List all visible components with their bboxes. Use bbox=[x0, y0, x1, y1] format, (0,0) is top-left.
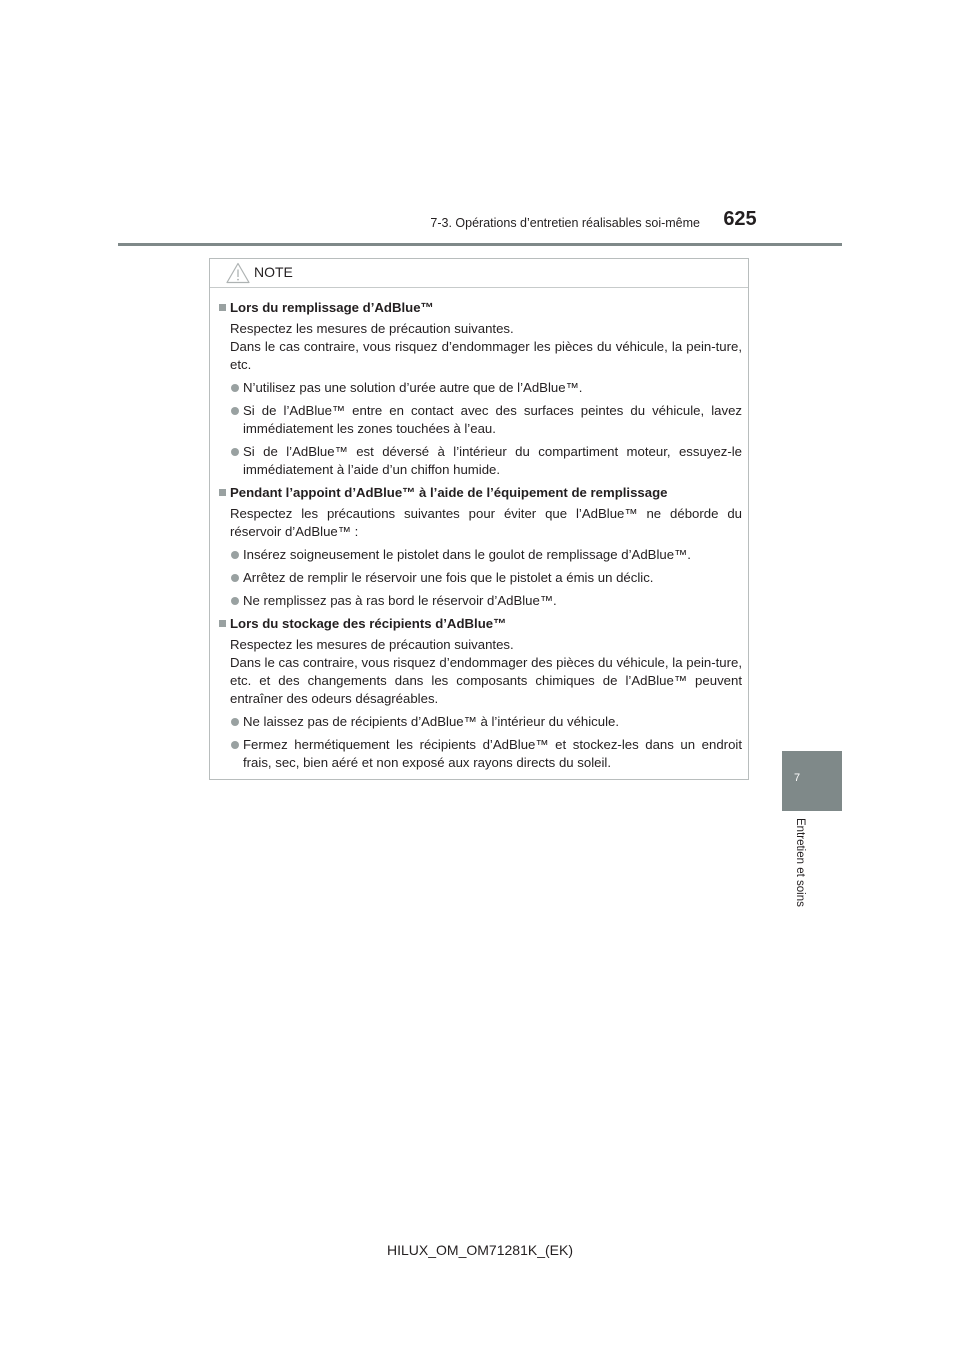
page-number: 625 bbox=[723, 208, 757, 230]
note-label: NOTE bbox=[254, 264, 293, 280]
section-header: 7-3. Opérations d’entretien réalisables soi-même bbox=[430, 216, 700, 230]
note-section bbox=[218, 299, 742, 479]
note-box bbox=[209, 258, 749, 780]
circle-bullet-icon bbox=[231, 718, 239, 726]
list-item: Ne remplissez pas à ras bord le réservoir d’AdBlue™. bbox=[218, 592, 742, 610]
section-intro: Respectez les mesures de précaution suivantes. Dans le cas contraire, vous risquez d’endommager les pièces du véhicule, la pein-ture, etc. bbox=[230, 321, 742, 372]
circle-bullet-icon bbox=[231, 574, 239, 582]
section-title: Pendant l’appoint d’AdBlue™ à l’aide de l’équipement de remplissage bbox=[218, 484, 742, 502]
section-title: Lors du stockage des récipients d’AdBlue™ bbox=[218, 615, 742, 633]
note-section bbox=[218, 615, 742, 772]
circle-bullet-icon bbox=[231, 551, 239, 559]
list-item: N’utilisez pas une solution d’urée autre que de l’AdBlue™. bbox=[218, 379, 742, 397]
circle-bullet-icon bbox=[231, 741, 239, 749]
chapter-title: Entretien et soins bbox=[794, 818, 806, 907]
section-title: Lors du remplissage d’AdBlue™ bbox=[218, 299, 742, 317]
note-content bbox=[210, 288, 748, 772]
square-bullet-icon bbox=[219, 304, 226, 311]
list-item: Si de l’AdBlue™ entre en contact avec des surfaces peintes du véhicule, lavez immédiatement les zones touchées à l’eau. bbox=[218, 402, 742, 438]
header-divider bbox=[118, 243, 842, 246]
warning-triangle-icon bbox=[226, 262, 250, 284]
circle-bullet-icon bbox=[231, 597, 239, 605]
chapter-tab bbox=[782, 751, 842, 811]
section-intro: Respectez les précautions suivantes pour éviter que l’AdBlue™ ne déborde du réservoir d’AdBlue™ : bbox=[230, 506, 742, 539]
list-item: Si de l’AdBlue™ est déversé à l’intérieur du compartiment moteur, essuyez-le immédiatement à l’aide d’un chiffon humide. bbox=[218, 443, 742, 479]
circle-bullet-icon bbox=[231, 384, 239, 392]
note-header bbox=[210, 259, 748, 288]
list-item: Insérez soigneusement le pistolet dans le goulot de remplissage d’AdBlue™. bbox=[218, 546, 742, 564]
chapter-number: 7 bbox=[794, 772, 801, 784]
circle-bullet-icon bbox=[231, 407, 239, 415]
note-section bbox=[218, 484, 742, 610]
list-item: Ne laissez pas de récipients d’AdBlue™ à l’intérieur du véhicule. bbox=[218, 713, 742, 731]
square-bullet-icon bbox=[219, 489, 226, 496]
circle-bullet-icon bbox=[231, 448, 239, 456]
document-code: HILUX_OM_OM71281K_(EK) bbox=[387, 1242, 573, 1258]
square-bullet-icon bbox=[219, 620, 226, 627]
section-intro: Respectez les mesures de précaution suivantes. Dans le cas contraire, vous risquez d’endommager des pièces du véhicule, la pein-ture, etc. et des changements dans les composants chimiques de l’AdBlue™ peuvent entraîner des odeurs désagréables. bbox=[230, 637, 742, 706]
list-item: Fermez hermétiquement les récipients d’AdBlue™ et stockez-les dans un endroit frais, sec, bien aéré et non exposé aux rayons directs du soleil. bbox=[218, 736, 742, 772]
list-item: Arrêtez de remplir le réservoir une fois que le pistolet a émis un déclic. bbox=[218, 569, 742, 587]
